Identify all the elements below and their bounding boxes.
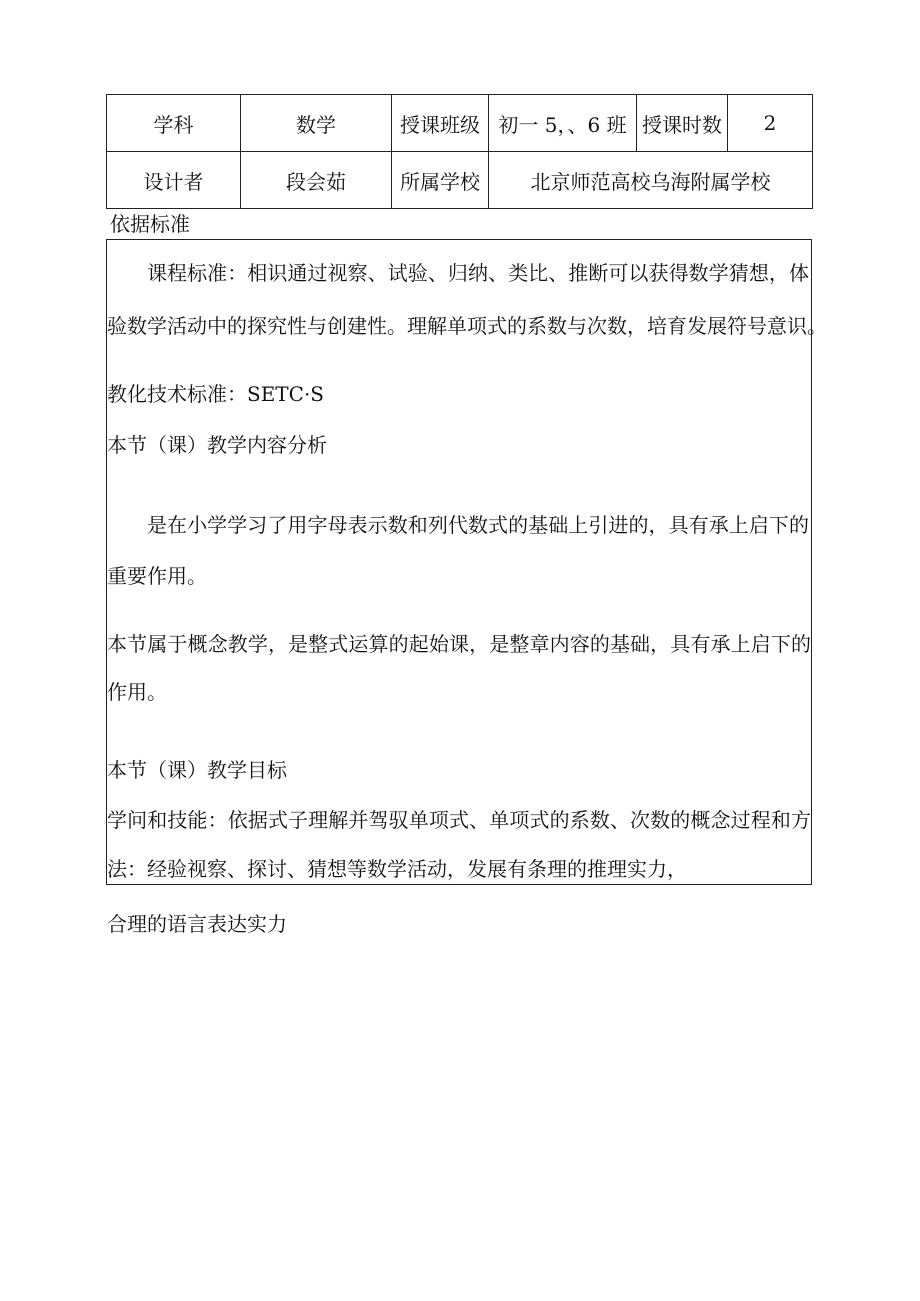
tech-standard: 教化技术标准：SETC·S: [107, 382, 325, 406]
school-value: 北京师范高校乌海附属学校: [489, 152, 813, 209]
basis-standard-label: 依据标准: [110, 212, 190, 236]
hours-label: 授课时数: [637, 95, 728, 152]
analysis-paragraph-2-line-1: 本节属于概念教学，是整式运算的起始课，是整章内容的基础，具有承上启下的: [107, 632, 811, 656]
curriculum-standard-line-2: 验数学活动中的探究性与创建性。理解单项式的系数与次数，培育发展符号意识。: [107, 314, 827, 338]
analysis-paragraph-1-line-1: 是在小学学习了用字母表示数和列代数式的基础上引进的，具有承上启下的: [147, 513, 809, 537]
goals-line-2: 法：经验视察、探讨、猜想等数学活动，发展有条理的推理实力，: [107, 857, 687, 881]
info-row-subject: [107, 95, 813, 152]
content-analysis-heading: 本节（课）教学内容分析: [107, 433, 327, 457]
class-label: 授课班级: [392, 95, 489, 152]
class-value: 初一 5，、6 班: [489, 95, 637, 152]
analysis-paragraph-2-line-2: 作用。: [107, 680, 167, 704]
curriculum-standard-line-1: 课程标准：相识通过视察、试验、归纳、类比、推断可以获得数学猜想，体: [147, 261, 809, 285]
analysis-paragraph-1-line-2: 重要作用。: [107, 564, 207, 588]
teaching-goals-heading: 本节（课）教学目标: [107, 758, 287, 782]
subject-value: 数学: [241, 95, 392, 152]
info-row-designer: [107, 152, 813, 209]
lesson-info-table: [106, 94, 813, 209]
designer-label: 设计者: [107, 152, 241, 209]
expression-ability-text: 合理的语言表达实力: [107, 912, 287, 936]
designer-value: 段会茹: [241, 152, 392, 209]
subject-label: 学科: [107, 95, 241, 152]
school-label: 所属学校: [392, 152, 489, 209]
goals-line-1: 学问和技能：依据式子理解并驾驭单项式、单项式的系数、次数的概念过程和方: [107, 808, 811, 832]
hours-value: 2: [728, 95, 813, 152]
